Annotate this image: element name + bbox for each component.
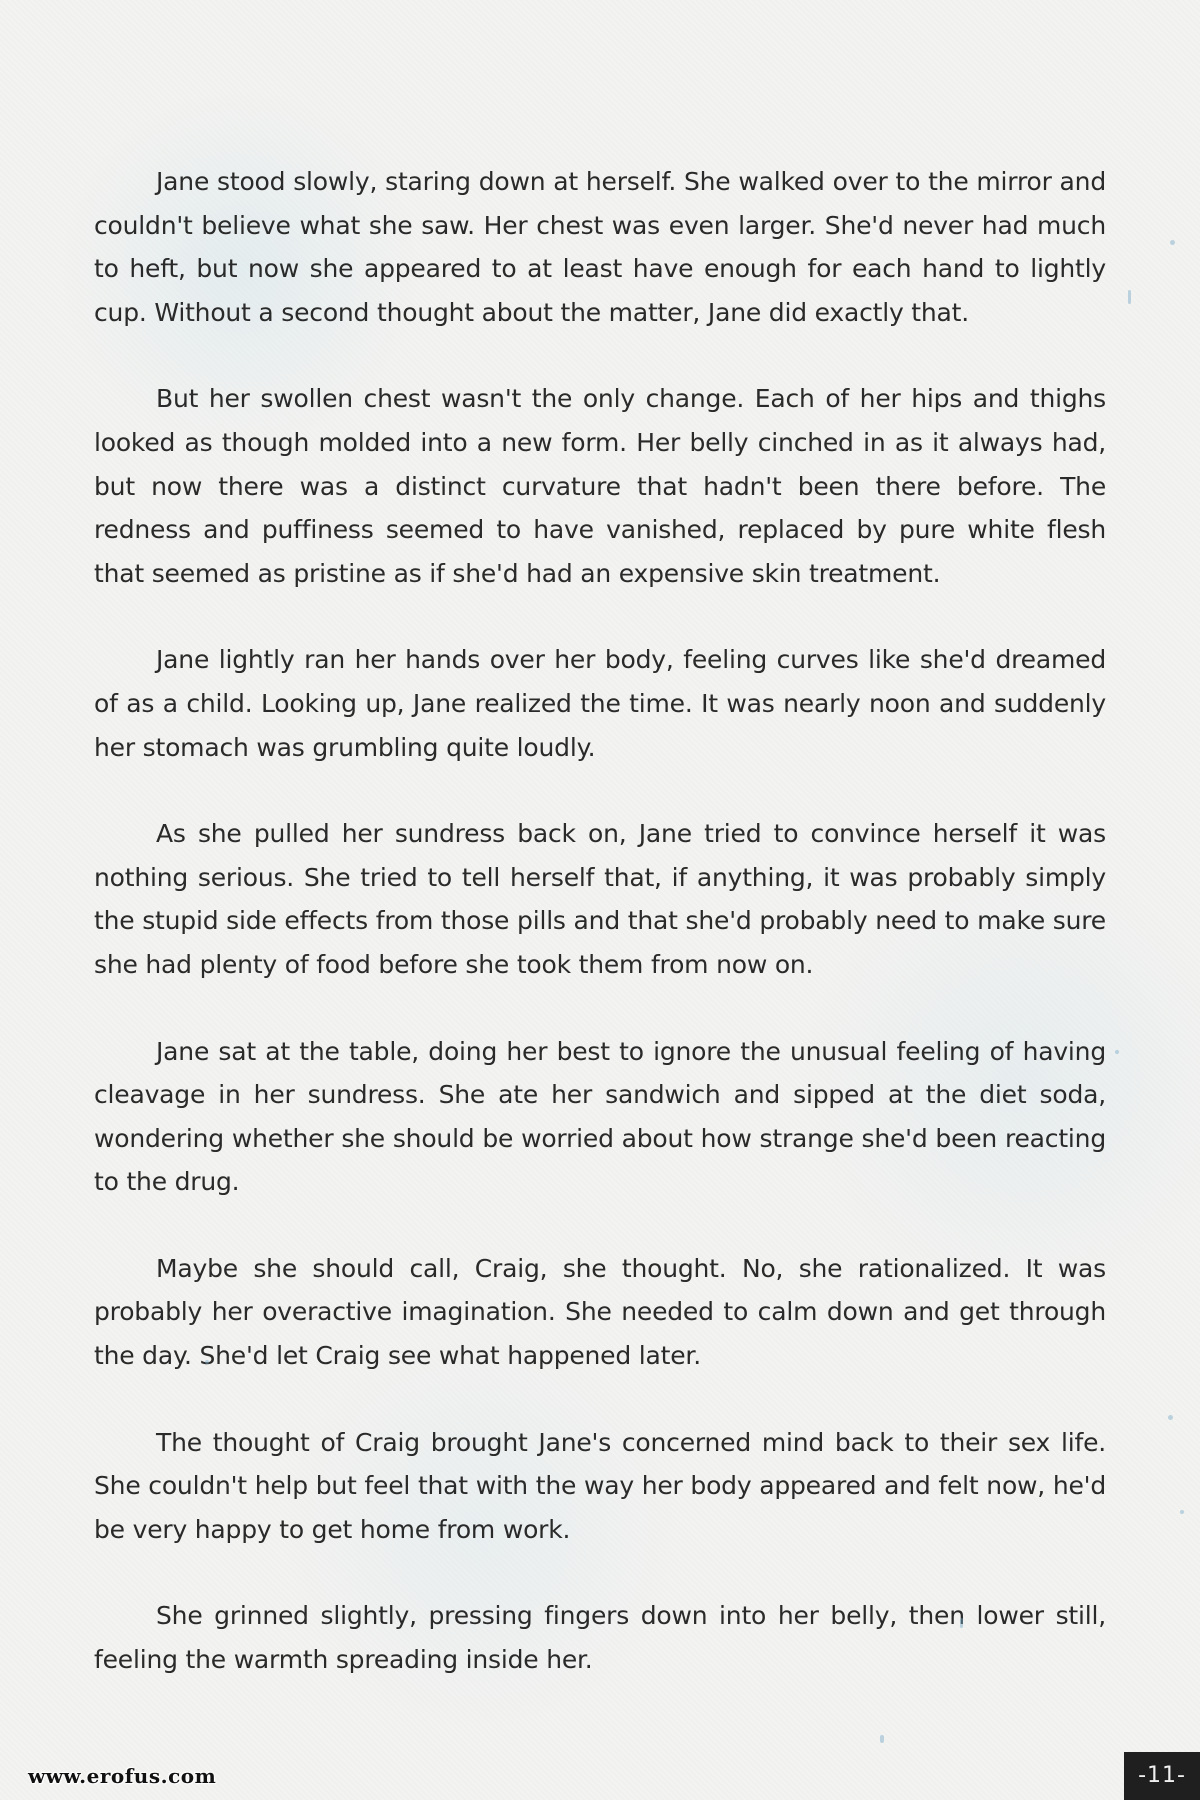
- paragraph-2: But her swollen chest wasn't the only change. Each of her hips and thighs looked as though molded into a new form. Her belly cinched in as it always had, but now there was a distinct curvature that hadn't been there before. The redness and puffiness seemed to have vanished, replaced by pure white flesh that seemed as pristine as if she'd had an expensive skin treatment.: [94, 384, 1106, 588]
- paragraph-4: As she pulled her sundress back on, Jane tried to convince herself it was nothing serious. She tried to tell herself that, if anything, it was probably simply the stupid side effects from those pills and that she'd probably need to make sure she had plenty of food before she took them from now on.: [94, 819, 1106, 979]
- paper-speck: [880, 1735, 884, 1743]
- paragraph-8: She grinned slightly, pressing fingers down into her belly, then lower still, feeling the warmth spreading inside her.: [94, 1601, 1106, 1675]
- paper-speck: [1115, 1050, 1119, 1054]
- paragraph-1: Jane stood slowly, staring down at herself. She walked over to the mirror and couldn't believe what she saw. Her chest was even larger. She'd never had much to heft, but now she appeared to at least have enough for each hand to lightly cup. Without a second thought about the matter, Jane did exactly that.: [94, 167, 1106, 327]
- paragraph-5: Jane sat at the table, doing her best to ignore the unusual feeling of having cleavage in her sundress. She ate her sandwich and sipped at the diet soda, wondering whether she should be worried about how strange she'd been reacting to the drug.: [94, 1036, 1106, 1197]
- paper-speck: [1180, 1510, 1184, 1514]
- page-number-badge: -11-: [1124, 1752, 1200, 1800]
- paper-speck: [1168, 1415, 1173, 1420]
- watermark-text: www.erofus.com: [28, 1764, 217, 1788]
- paper-speck: [1170, 240, 1175, 245]
- paper-speck: [205, 1360, 209, 1364]
- story-text: [94, 160, 1106, 1725]
- paragraph-3: Jane lightly ran her hands over her body, feeling curves like she'd dreamed of as a child. Looking up, Jane realized the time. It was nearly noon and suddenly her stomach was grumbling quite loudly.: [94, 645, 1106, 762]
- paper-speck: [1128, 290, 1131, 304]
- paper-speck: [960, 1618, 963, 1628]
- paragraph-6: Maybe she should call, Craig, she thought. No, she rationalized. It was probably her overactive imagination. She needed to calm down and get through the day. She'd let Craig see what happened later.: [94, 1253, 1106, 1371]
- paragraph-7: The thought of Craig brought Jane's concerned mind back to their sex life. She couldn't help but feel that with the way her body appeared and felt now, he'd be very happy to get home from work.: [94, 1427, 1106, 1544]
